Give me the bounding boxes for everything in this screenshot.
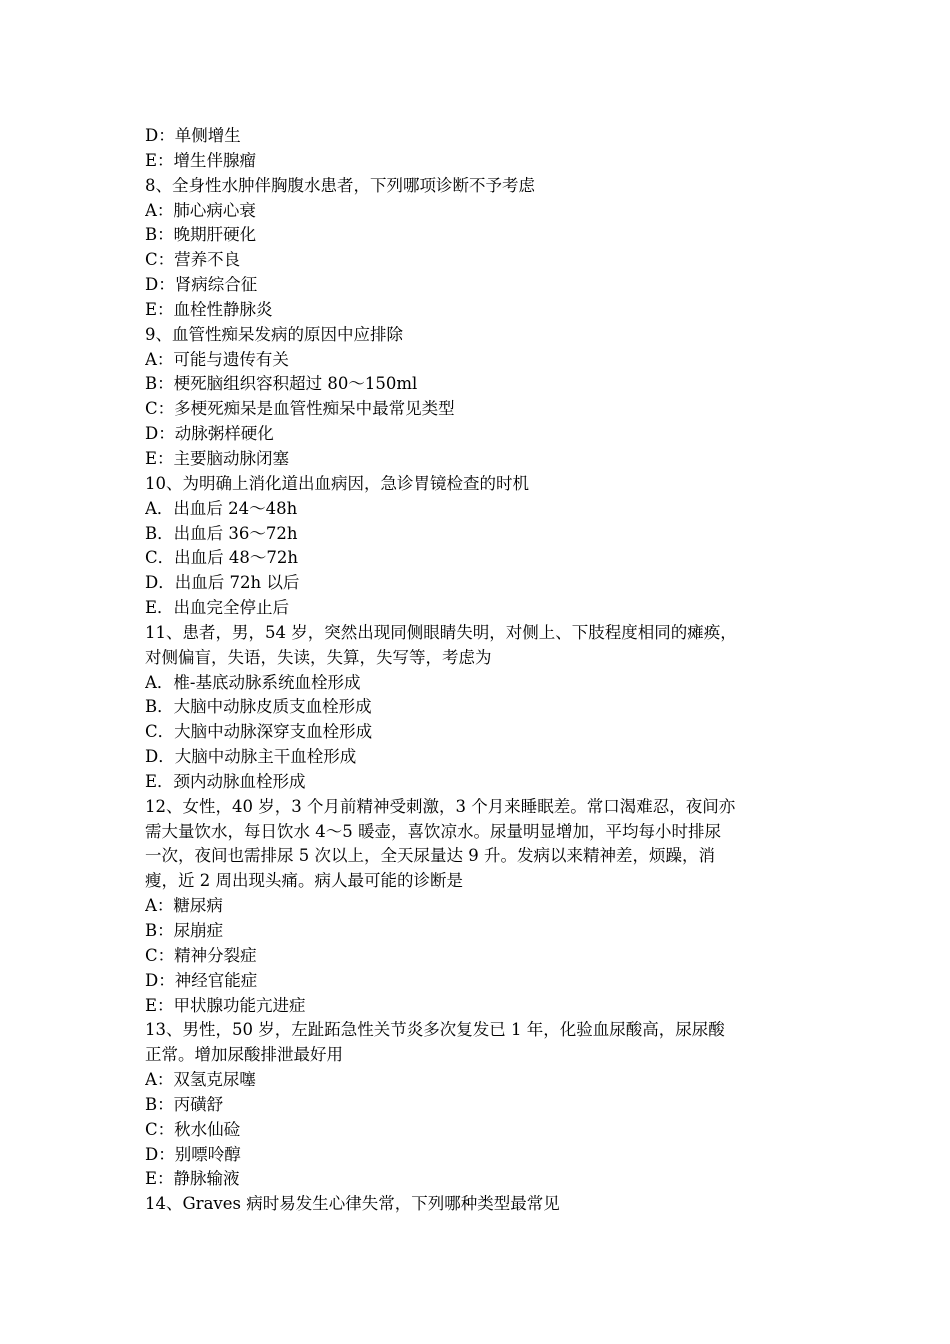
answer-option-line: C．大脑中动脉深穿支血栓形成 bbox=[145, 722, 373, 742]
question-text-line: 需大量饮水，每日饮水 4～5 暖壶，喜饮凉水。尿量明显增加，平均每小时排尿 bbox=[145, 821, 721, 841]
question-text-line: 正常。增加尿酸排泄最好用 bbox=[145, 1045, 343, 1065]
answer-option-line: A：可能与遗传有关 bbox=[145, 349, 289, 369]
answer-option-line: C：精神分裂症 bbox=[145, 945, 257, 965]
answer-option-line: B．出血后 36～72h bbox=[145, 523, 298, 543]
answer-option-line: A．出血后 24～48h bbox=[145, 498, 298, 518]
answer-option-line: C：多梗死痴呆是血管性痴呆中最常见类型 bbox=[145, 399, 455, 419]
answer-option-line: E：增生伴腺瘤 bbox=[145, 150, 257, 170]
answer-option-line: A．椎-基底动脉系统血栓形成 bbox=[145, 672, 361, 692]
answer-option-line: D：动脉粥样硬化 bbox=[145, 424, 274, 444]
document-page bbox=[145, 124, 825, 1217]
question-text-line: 8、全身性水肿伴胸腹水患者，下列哪项诊断不予考虑 bbox=[145, 175, 535, 195]
answer-option-line: A：糖尿病 bbox=[145, 896, 223, 916]
question-text-line: 14、Graves 病时易发生心律失常，下列哪种类型最常见 bbox=[145, 1194, 560, 1214]
answer-option-line: A：双氢克尿噻 bbox=[145, 1070, 256, 1090]
answer-option-line: D：别嘌呤醇 bbox=[145, 1144, 241, 1164]
question-text-line: 瘦，近 2 周出现头痛。病人最可能的诊断是 bbox=[145, 871, 463, 891]
answer-option-line: D．出血后 72h 以后 bbox=[145, 573, 300, 593]
answer-option-line: B：梗死脑组织容积超过 80～150ml bbox=[145, 374, 418, 394]
answer-option-line: C．出血后 48～72h bbox=[145, 548, 298, 568]
answer-option-line: D：肾病综合征 bbox=[145, 275, 258, 295]
answer-option-line: B：晚期肝硬化 bbox=[145, 225, 257, 245]
question-text-line: 对侧偏盲，失语，失读，失算，失写等，考虑为 bbox=[145, 647, 492, 667]
answer-option-line: D：单侧增生 bbox=[145, 126, 241, 145]
answer-option-line: D．大脑中动脉主干血栓形成 bbox=[145, 747, 357, 767]
question-text-line: 10、为明确上消化道出血病因，急诊胃镜检查的时机 bbox=[145, 473, 529, 493]
answer-option-line: E．颈内动脉血栓形成 bbox=[145, 771, 306, 791]
answer-option-line: E．出血完全停止后 bbox=[145, 598, 290, 618]
answer-option-line: E：甲状腺功能亢进症 bbox=[145, 995, 306, 1015]
question-text-line: 一次，夜间也需排尿 5 次以上，全天尿量达 9 升。发病以来精神差，烦躁，消 bbox=[145, 846, 715, 866]
answer-option-line: D：神经官能症 bbox=[145, 970, 258, 990]
answer-option-line: C：营养不良 bbox=[145, 250, 241, 270]
answer-option-line: B．大脑中动脉皮质支血栓形成 bbox=[145, 697, 372, 717]
question-text-line: 12、女性，40 岁，3 个月前精神受刺激，3 个月来睡眠差。常口渴难忍，夜间亦 bbox=[145, 796, 736, 816]
question-text-line: 13、男性，50 岁，左趾跖急性关节炎多次复发已 1 年，化验血尿酸高，尿尿酸 bbox=[145, 1020, 725, 1040]
answer-option-line: B：丙磺舒 bbox=[145, 1094, 224, 1114]
answer-option-line: E：静脉输液 bbox=[145, 1169, 240, 1189]
answer-option-line: E：主要脑动脉闭塞 bbox=[145, 448, 290, 468]
answer-option-line: E：血栓性静脉炎 bbox=[145, 299, 273, 319]
answer-option-line: B：尿崩症 bbox=[145, 921, 224, 940]
answer-option-line: C：秋水仙硷 bbox=[145, 1119, 241, 1139]
question-text-line: 9、血管性痴呆发病的原因中应排除 bbox=[145, 324, 403, 344]
answer-option-line: A：肺心病心衰 bbox=[145, 200, 256, 220]
question-text-line: 11、患者，男，54 岁，突然出现同侧眼睛失明，对侧上、下肢程度相同的瘫痪， bbox=[145, 622, 737, 642]
